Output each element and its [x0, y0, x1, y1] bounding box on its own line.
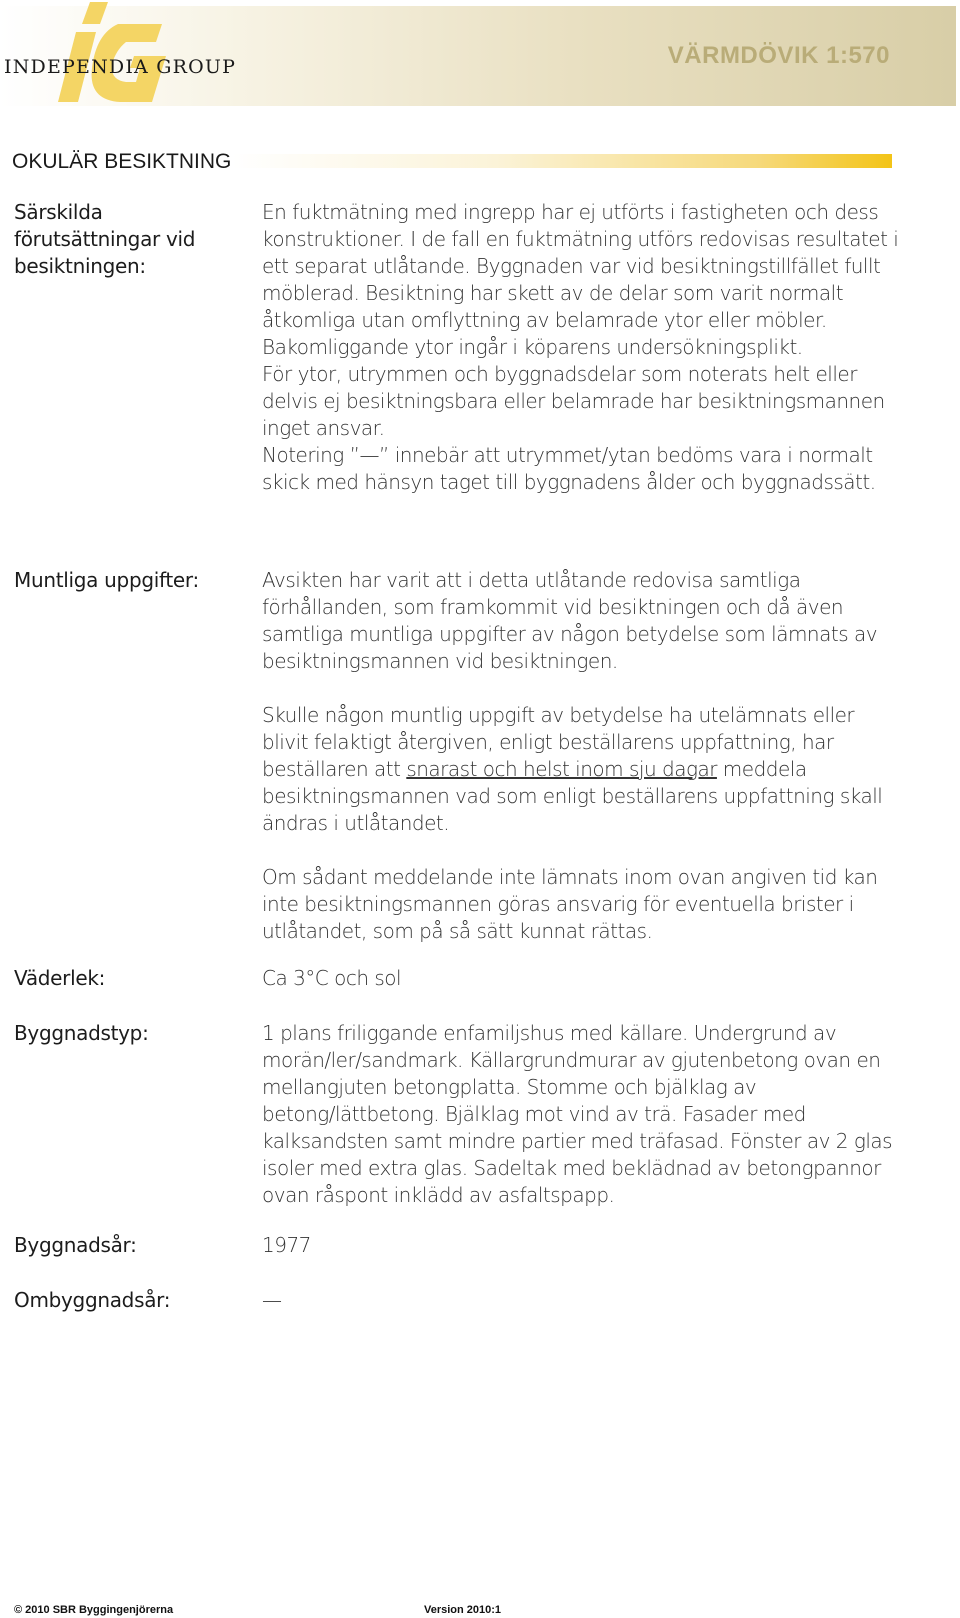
build-year-label: Byggnadsår: — [14, 1233, 137, 1257]
title-accent-bar — [232, 154, 892, 168]
paragraph: Notering ”—” innebär att utrymmet/ytan bedöms vara i normalt skick med hänsyn taget till byggnadens ålder och byggnadssätt. — [262, 443, 876, 494]
paragraph: Skulle någon muntlig uppgift av betydelse ha utelämnats eller blivit felaktigt återgiven, enligt beställarens uppfattning, har beställaren att snarast och helst inom sju dagar meddela besiktningsmannen vad som enligt beställarens uppfattning skall ändras i utlåtandet. — [262, 703, 883, 835]
building-type-label: Byggnadstyp: — [14, 1021, 149, 1045]
document-title: VÄRMDÖVIK 1:570 — [667, 42, 890, 69]
footer-version: Version 2010:1 — [424, 1604, 502, 1616]
verbal-info-text — [262, 567, 902, 945]
rebuild-year-value: — — [262, 1288, 282, 1312]
rebuild-year-label: Ombyggnadsår: — [14, 1288, 171, 1312]
building-type-value: 1 plans friliggande enfamiljshus med källare. Undergrund av morän/ler/sandmark. Källargrundmurar av gjutenbetong ovan en mellangjuten betongplatta. Stomme och bjälklag av betong/lättbetong. Bjälklag mot vind av trä. Fasader med kalksandsten samt mindre partier med träfasad. Fönster av 2 glas isoler med extra glas. Sadeltak med beklädnad av betongpannor ovan råspont inklädd av asfaltspapp. — [262, 1021, 893, 1207]
company-logo-text: INDEPENDIA GROUP — [4, 56, 237, 78]
paragraph: Om sådant meddelande inte lämnats inom ovan angiven tid kan inte besiktningsmannen göras ansvarig för eventuella brister i utlåtandet, som på så sätt kunnat rättas. — [262, 865, 878, 943]
paragraph: För ytor, utrymmen och byggnadsdelar som noterats helt eller delvis ej besiktningsbara eller belamrade har besiktningsmannen inget ansvar. — [262, 362, 885, 440]
ig-logo-icon — [56, 2, 172, 106]
paragraph: Avsikten har varit att i detta utlåtande redovisa samtliga förhållanden, som framkommit vid besiktningen och då även samtliga muntliga uppgifter av någon betydelse som lämnats av besiktningsmannen vid besiktningen. — [262, 568, 878, 673]
verbal-info-label: Muntliga uppgifter: — [14, 568, 199, 592]
build-year-value: 1977 — [262, 1233, 311, 1257]
footer-copyright: © 2010 SBR Byggingenjörerna — [14, 1604, 174, 1616]
paragraph: En fuktmätning med ingrepp har ej utförts i fastigheten och dess konstruktioner. I de fall en fuktmätning utförs redovisas resultatet i ett separat utlåtande. Byggnaden var vid besiktningstillfället fullt möblerad. Besiktning har skett av de delar som varit normalt åtkomliga utan omflyttning av belamrade ytor eller möbler. Bakomliggande ytor ingår i köparens undersökningsplikt. — [262, 200, 899, 359]
section-title: OKULÄR BESIKTNING — [12, 150, 232, 173]
underlined-deadline: snarast och helst inom sju dagar — [406, 757, 717, 781]
weather-label: Väderlek: — [14, 966, 106, 990]
weather-value: Ca 3°C och sol — [262, 966, 402, 990]
special-conditions-label: Särskilda förutsättningar vid besiktningen: — [14, 200, 196, 278]
special-conditions-text — [262, 199, 902, 496]
